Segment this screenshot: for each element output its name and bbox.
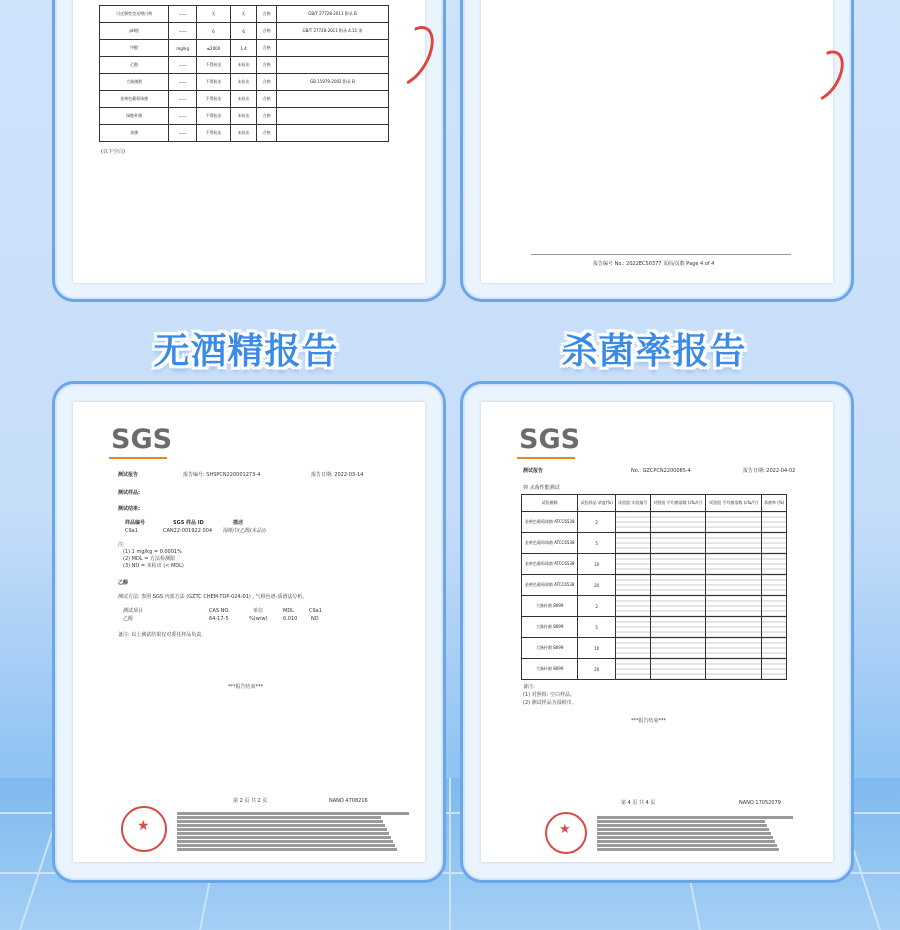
table-cell: 无 (230, 6, 257, 23)
table-cell: GB 15979-2002 附录 B (277, 74, 389, 91)
table-cell: 未检出 (230, 108, 257, 125)
report-card-no-alcohol (52, 381, 446, 883)
sgs-logo-underline (517, 457, 575, 459)
table-cell (706, 617, 762, 638)
fine-print-line (177, 828, 387, 831)
table-cell: 未检出 (230, 57, 257, 74)
table-row (100, 108, 389, 125)
note-line: 注: (118, 542, 125, 548)
table-cell: 未检出 (230, 74, 257, 91)
table-row (522, 554, 787, 575)
report-number: 报告编号: SHSPCN220001273-4 (183, 472, 261, 478)
table-cell: 5 (578, 533, 616, 554)
table-cell (650, 659, 706, 680)
table-row (522, 617, 787, 638)
table-cell (277, 40, 389, 57)
table-row (100, 57, 389, 74)
table-cell (762, 596, 787, 617)
table-cell (706, 659, 762, 680)
table-row (100, 91, 389, 108)
table-cell (706, 533, 762, 554)
table-header-row (522, 495, 787, 512)
result-cell: 乙醇 (123, 616, 134, 622)
report-number: No.: GZCPCN2200085-4 (631, 468, 691, 474)
table-cell: —— (169, 74, 197, 91)
fine-print-line (177, 832, 389, 835)
table-cell (762, 512, 787, 533)
report-label: 测试报告 (523, 468, 544, 474)
fine-print-line (597, 824, 767, 827)
table-cell: 绿脓杆菌 (100, 108, 169, 125)
fine-print-block (597, 816, 793, 852)
fine-print-line (177, 836, 391, 839)
table-cell (706, 596, 762, 617)
table-cell: 大肠杆菌 8099 (522, 596, 578, 617)
result-col-header: 测试项目 (123, 608, 144, 614)
table-cell (762, 533, 787, 554)
table-cell: 金黄色葡萄球菌 ATCC6538 (522, 554, 578, 575)
table-cell (762, 638, 787, 659)
result-col-header: C9a1 (309, 608, 322, 614)
table-cell: 合格 (257, 40, 277, 57)
table-cell: 合格 (257, 57, 277, 74)
fine-print-line (177, 848, 397, 851)
page-number: 第 4 页 共 4 页 (621, 800, 656, 806)
table-row (522, 596, 787, 617)
table-cell: 5 (578, 617, 616, 638)
table-cell (650, 617, 706, 638)
table-cell (650, 596, 706, 617)
table-cell: 金黄色葡萄球菌 ATCC6538 (522, 512, 578, 533)
result-cell: ND (311, 616, 319, 622)
report-card-top-left (52, 0, 446, 302)
sterilization-table (521, 494, 787, 680)
divider (531, 254, 791, 255)
table-cell: 无 (197, 6, 231, 23)
table-cell (277, 57, 389, 74)
table-cell (762, 575, 787, 596)
page-number: 第 2 页 共 2 页 (233, 798, 268, 804)
report-date: 报告日期: 2022-03-14 (311, 472, 364, 478)
table-cell: GB/T 27728-2011 附录 B (277, 6, 389, 23)
table-cell: pH值 (100, 23, 169, 40)
fine-print-line (177, 844, 395, 847)
table-cell: 2 (578, 596, 616, 617)
title-no-alcohol-report: 无酒精报告 (153, 331, 339, 372)
fine-print-line (597, 816, 793, 819)
fine-print-line (597, 844, 777, 847)
table-cell (616, 554, 651, 575)
table-cell: 可迁移性荧光增白剂 (100, 6, 169, 23)
table-cell: 未检出 (230, 91, 257, 108)
table-cell (706, 638, 762, 659)
report-document (73, 0, 425, 283)
table-cell: ≤2000 (197, 40, 231, 57)
fine-print-line (597, 820, 765, 823)
table-row (522, 575, 787, 596)
table-cell: 乙醇 (100, 57, 169, 74)
table-cell (650, 512, 706, 533)
result-cell: 64-17-5 (209, 616, 229, 622)
note-line: (2) 测试样品为湿纸巾。 (523, 700, 577, 706)
section-results: 测试结果: (118, 506, 140, 512)
table-cell: 大肠杆菌 8099 (522, 617, 578, 638)
report-card-top-right (460, 0, 854, 302)
table-header-cell: 试验菌株 (522, 495, 578, 512)
sample-cell: 湿纸巾(乙醇(本品)) (223, 528, 266, 534)
report-end: ***报告结束*** (228, 684, 264, 690)
table-cell (762, 659, 787, 680)
table-row (522, 659, 787, 680)
report-date: 报告日期: 2022-04-02 (743, 468, 796, 474)
table-cell: 金黄色葡萄球菌 (100, 91, 169, 108)
table-cell (650, 554, 706, 575)
table-cell (616, 617, 651, 638)
table-cell (616, 596, 651, 617)
table-cell: 10 (578, 554, 616, 575)
sgs-logo: SGS (519, 424, 581, 455)
fine-print-line (597, 836, 773, 839)
table-cell: 6 (230, 23, 257, 40)
result-cell: %(w/w) (249, 616, 268, 622)
table-row (522, 512, 787, 533)
table-cell: —— (169, 91, 197, 108)
page-footer: 报告编号 No.: 2022ECS0377 页码/页数 Page 4 of 4 (593, 261, 715, 267)
table-header-cell: 试验样品 浓度(%) (578, 495, 616, 512)
star-icon: ★ (559, 822, 571, 837)
table-header-cell: 试验组 实验编号 (616, 495, 651, 512)
report-document (73, 402, 425, 862)
table-cell (616, 638, 651, 659)
red-stamp (545, 812, 587, 854)
table-row (522, 533, 787, 554)
table-cell (762, 554, 787, 575)
report-document (481, 402, 833, 862)
table-cell: —— (169, 57, 197, 74)
fine-print-line (177, 812, 409, 815)
red-stamp (121, 806, 167, 852)
section-ethanol: 乙醇 (118, 580, 129, 586)
star-icon: ★ (137, 818, 150, 834)
table-cell (650, 638, 706, 659)
note-line: (3) ND = 未检出 (< MDL) (123, 563, 184, 569)
table-cell (616, 575, 651, 596)
table-cell (277, 91, 389, 108)
table-cell (706, 575, 762, 596)
table-cell: 未检出 (230, 125, 257, 142)
table-cell (616, 659, 651, 680)
table-cell: —— (169, 23, 197, 40)
table-cell: 20 (578, 575, 616, 596)
sample-col-header: 样品编号 (125, 520, 146, 526)
table-footnote: (以下空白) (101, 149, 125, 155)
fine-print-line (597, 832, 771, 835)
table-row (100, 23, 389, 40)
table-cell: 大肠杆菌 8099 (522, 659, 578, 680)
table-cell: 合格 (257, 23, 277, 40)
report-card-sterilization (460, 381, 854, 883)
table-cell: —— (169, 6, 197, 23)
table-cell: 1.4 (230, 40, 257, 57)
remark: 备注: 以上测试结果仅对委托样品负责。 (118, 632, 207, 638)
table-cell: 不得检出 (197, 91, 231, 108)
table-cell (706, 554, 762, 575)
report-document (481, 0, 833, 283)
table-header-cell: 杀菌率 (%) (762, 495, 787, 512)
table-cell: 合格 (257, 125, 277, 142)
fine-print-line (177, 816, 381, 819)
table-cell (650, 533, 706, 554)
note-line: (1) 对照组: 空白样品。 (523, 692, 575, 698)
section-sample: 测试样品: (118, 490, 140, 496)
table-header-cell: 试验组 平均菌落数 (cfu/片) (706, 495, 762, 512)
note-line: (2) MDL = 方法检测限 (123, 556, 175, 562)
table-cell: 合格 (257, 91, 277, 108)
table-cell (616, 533, 651, 554)
table-row (100, 74, 389, 91)
title-sterilization-report: 杀菌率报告 (561, 331, 747, 372)
table-cell (650, 575, 706, 596)
table-cell: 合格 (257, 6, 277, 23)
table-cell: 甲醇 (100, 40, 169, 57)
sample-col-header: SGS 样品 ID (173, 520, 204, 526)
fine-print-block (177, 812, 409, 852)
table-cell: 金黄色葡萄球菌 ATCC6538 (522, 533, 578, 554)
result-col-header: CAS NO. (209, 608, 230, 614)
report-end: ***报告结束*** (631, 718, 667, 724)
fine-print-line (177, 824, 385, 827)
table-cell (706, 512, 762, 533)
result-col-header: MDL (283, 608, 294, 614)
table-cell: mg/kg (169, 40, 197, 57)
serial-number: NANO 17052079 (739, 800, 781, 806)
table-cell: 不得检出 (197, 57, 231, 74)
table-cell: GB/T 27728-2011 附录 4.11 条 (277, 23, 389, 40)
fine-print-line (177, 840, 393, 843)
sgs-logo: SGS (111, 424, 173, 455)
table-cell: 真菌 (100, 125, 169, 142)
table-cell (616, 512, 651, 533)
table-caption: 抑 杀菌性能测试 (523, 485, 560, 491)
table-cell: 6 (197, 23, 231, 40)
result-col-header: 单位 (253, 608, 264, 614)
note-line: 备注: (523, 684, 535, 690)
report-label: 测试报告 (118, 472, 139, 478)
table-cell (277, 108, 389, 125)
fine-print-line (177, 820, 383, 823)
sgs-logo-underline (109, 457, 167, 459)
table-cell: —— (169, 125, 197, 142)
table-row (100, 125, 389, 142)
report-table (99, 5, 389, 142)
table-row (100, 6, 389, 23)
table-cell (277, 125, 389, 142)
sample-cell: CAN22-001922.004 (163, 528, 213, 534)
table-cell: 2 (578, 512, 616, 533)
sample-cell: C9a1 (125, 528, 138, 534)
table-row (100, 40, 389, 57)
note-line: (1) 1 mg/kg = 0.0001% (123, 549, 182, 555)
table-cell: 不得检出 (197, 125, 231, 142)
table-cell: 合格 (257, 74, 277, 91)
table-row (522, 638, 787, 659)
table-cell: 金黄色葡萄球菌 ATCC6538 (522, 575, 578, 596)
table-cell: 大肠菌群 (100, 74, 169, 91)
serial-number: NANO 4708216 (329, 798, 368, 804)
table-cell: 不得检出 (197, 108, 231, 125)
fine-print-line (597, 840, 775, 843)
result-cell: 0.010 (283, 616, 298, 622)
table-cell: 大肠杆菌 8099 (522, 638, 578, 659)
table-cell: 10 (578, 638, 616, 659)
fine-print-line (597, 828, 769, 831)
table-cell (762, 617, 787, 638)
test-method: 测试方法: 参照 SGS 内部方法 (GZTC CHEM-TOP-024-01) , 气相色谱-质谱法分析。 (118, 594, 308, 600)
fine-print-line (597, 848, 779, 851)
table-cell: 20 (578, 659, 616, 680)
table-header-cell: 对照组 平均菌落数 (cfu/片) (650, 495, 706, 512)
sample-col-header: 描述 (233, 520, 244, 526)
table-cell: 不得检出 (197, 74, 231, 91)
table-cell: 合格 (257, 108, 277, 125)
table-cell: —— (169, 108, 197, 125)
